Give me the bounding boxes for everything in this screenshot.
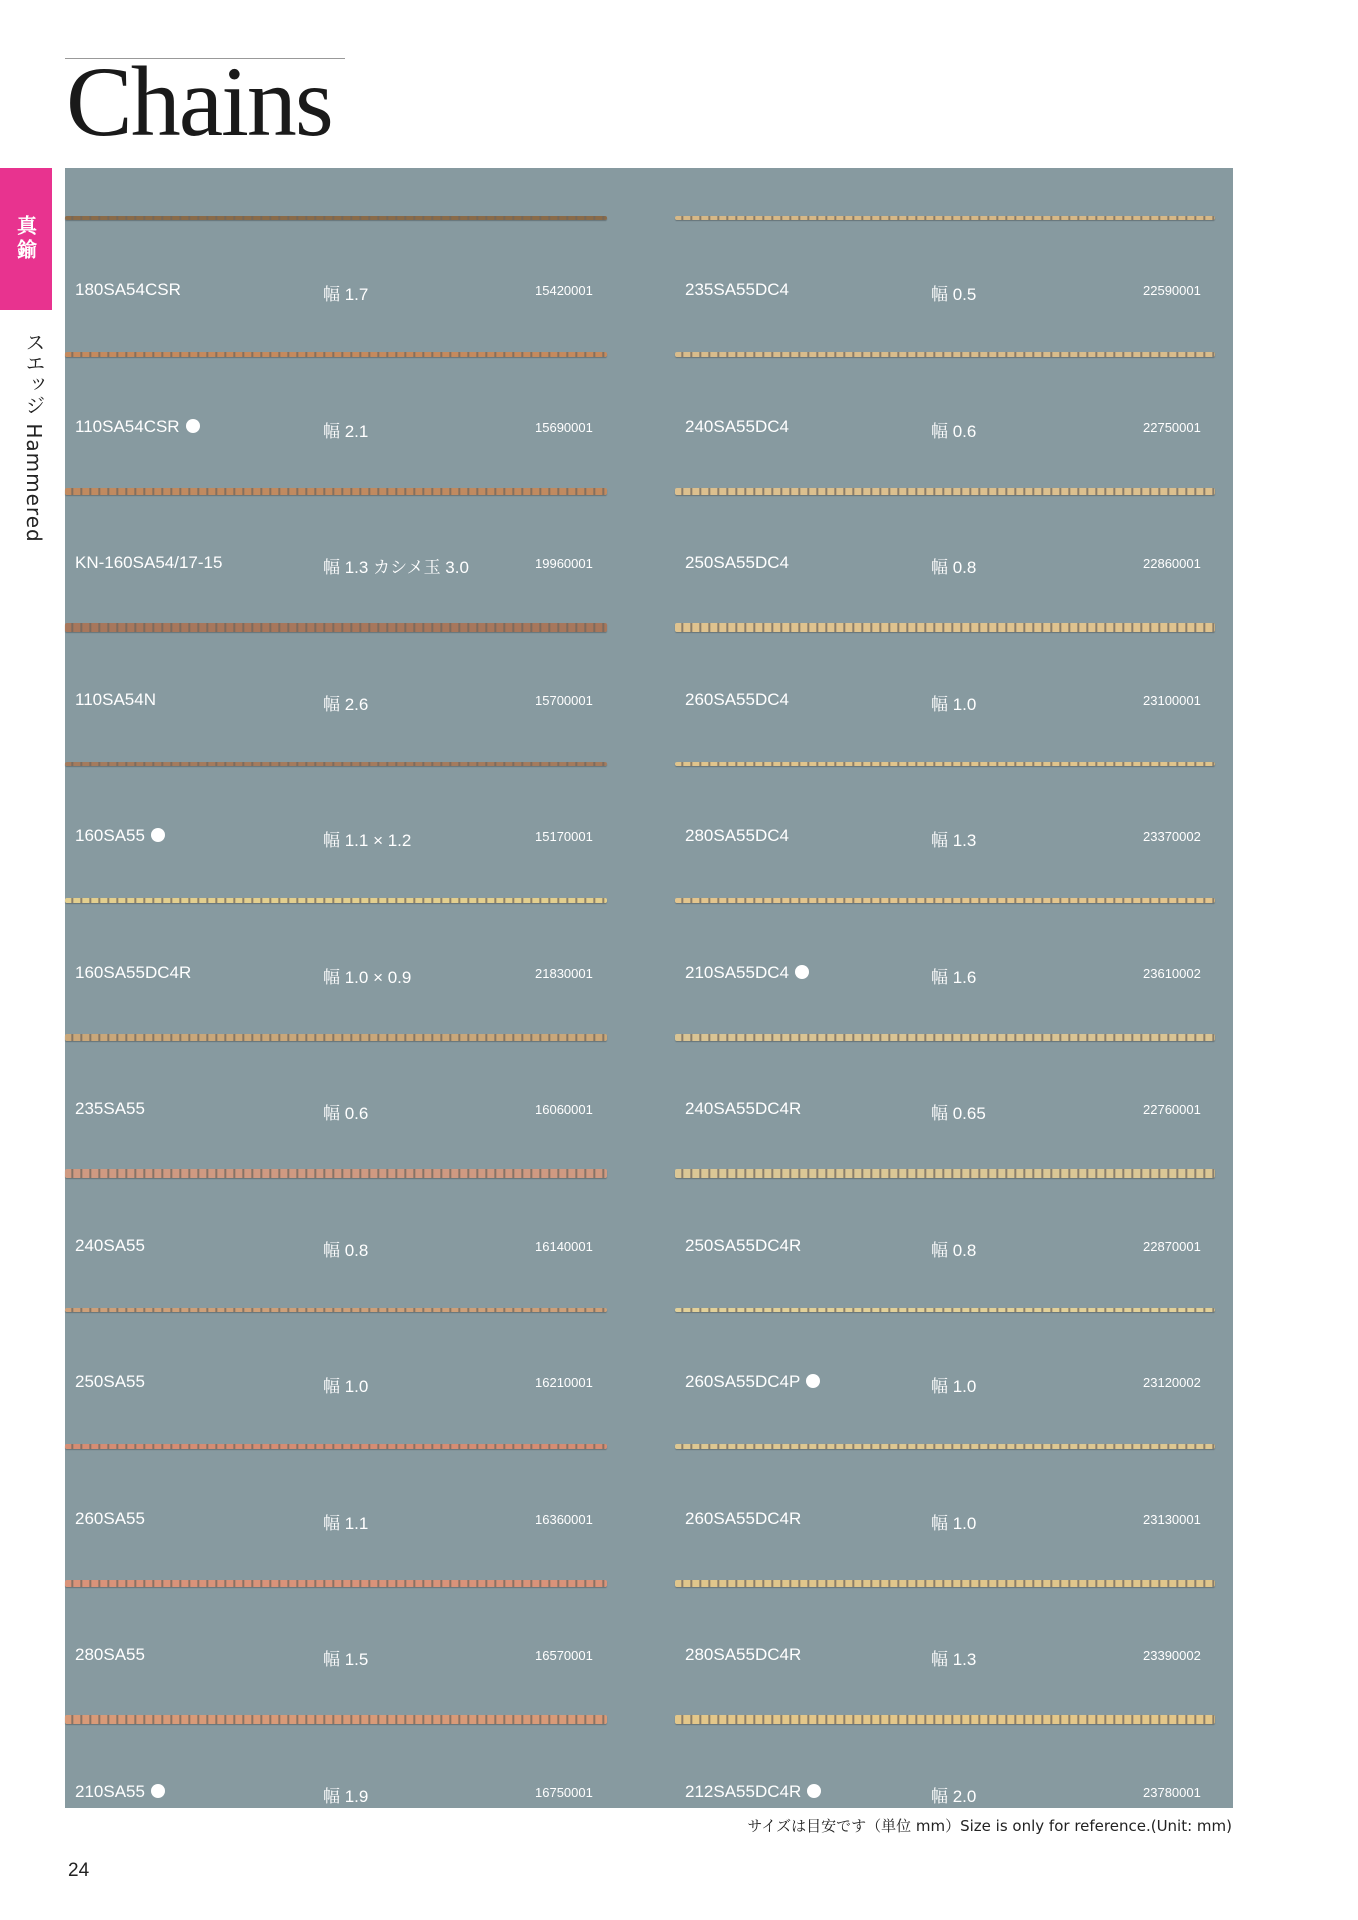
- chain-image: [65, 1715, 607, 1724]
- product-item: [649, 1124, 1233, 1260]
- product-code-text: 280SA55: [75, 1645, 145, 1664]
- side-category-label: スエッジ Hammered: [22, 332, 46, 543]
- chain-image: [675, 1444, 1215, 1450]
- product-width: 幅 2.0: [931, 1786, 977, 1806]
- product-code-text: 260SA55DC4P: [685, 1372, 801, 1391]
- chain-image: [65, 762, 607, 766]
- product-code: [75, 1509, 145, 1529]
- chain-image: [65, 1580, 607, 1587]
- product-width: 幅 1.3: [931, 831, 977, 850]
- product-number: 16060001: [535, 1102, 593, 1117]
- product-width: 幅 2.6: [323, 694, 369, 714]
- product-item: [65, 714, 649, 850]
- product-width: 幅 0.65: [931, 1104, 986, 1123]
- product-code-text: 250SA55DC4R: [685, 1235, 802, 1255]
- product-item: [65, 1397, 649, 1533]
- chain-image: [65, 1444, 607, 1450]
- chain-image: [675, 1034, 1215, 1041]
- product-number: 16750001: [535, 1784, 593, 1800]
- product-code: [75, 963, 191, 983]
- product-item: [649, 1397, 1233, 1533]
- product-width: 幅 1.1: [323, 1513, 369, 1533]
- mark-dot-icon: [807, 1784, 821, 1798]
- product-number: 22860001: [1143, 556, 1201, 571]
- product-code-text: 235SA55DC4: [685, 280, 789, 299]
- chain-image: [675, 762, 1215, 766]
- product-number: 19960001: [535, 556, 593, 571]
- product-item: [65, 851, 649, 987]
- product-item: [649, 1260, 1233, 1396]
- product-number: 16140001: [535, 1238, 593, 1254]
- product-item: [649, 305, 1233, 441]
- chain-image: [65, 898, 607, 904]
- product-code-text: 180SA54CSR: [75, 280, 181, 299]
- product-code-text: 240SA55: [75, 1235, 145, 1255]
- product-code-text: 260SA55: [75, 1508, 145, 1528]
- product-number: 23100001: [1143, 692, 1201, 708]
- mark-dot-icon: [151, 828, 165, 842]
- mark-dot-icon: [186, 419, 200, 433]
- product-number: 15170001: [535, 829, 593, 844]
- product-number: 16210001: [535, 1375, 593, 1390]
- chain-image: [65, 1169, 607, 1178]
- product-code: [75, 1099, 145, 1119]
- product-code-text: 210SA55DC4: [685, 962, 789, 982]
- product-number: 23120002: [1143, 1375, 1201, 1390]
- product-code-text: 250SA55: [75, 1372, 145, 1391]
- product-code: [75, 1236, 145, 1256]
- product-item: [649, 987, 1233, 1123]
- page-title: Chains: [66, 46, 332, 157]
- product-item: [65, 578, 649, 714]
- product-number: 21830001: [535, 965, 593, 981]
- product-code-text: 240SA55DC4: [685, 416, 789, 436]
- product-number: 23130001: [1143, 1511, 1201, 1527]
- product-code-text: 280SA55DC4R: [685, 1645, 802, 1664]
- product-code: [75, 417, 200, 437]
- product-code-text: 260SA55DC4R: [685, 1508, 802, 1528]
- product-item: [649, 851, 1233, 987]
- chain-image: [65, 1034, 607, 1041]
- chain-image: [675, 488, 1215, 495]
- product-item: [65, 987, 649, 1123]
- product-width: 幅 1.0 × 0.9: [323, 967, 412, 987]
- product-code: [685, 1099, 801, 1119]
- chain-image: [675, 898, 1215, 904]
- product-width: 幅 1.7: [323, 285, 369, 304]
- product-width: 幅 0.6: [323, 1104, 369, 1123]
- product-code: [685, 690, 789, 710]
- mark-dot-icon: [806, 1374, 820, 1388]
- product-code-text: 240SA55DC4R: [685, 1099, 802, 1118]
- product-number: 22750001: [1143, 419, 1201, 435]
- product-code: [75, 553, 222, 573]
- product-code: [75, 1645, 145, 1665]
- product-code: [75, 690, 156, 710]
- product-width: 幅 1.1 × 1.2: [323, 831, 412, 850]
- product-number: 15690001: [535, 419, 593, 435]
- product-item: [65, 168, 649, 304]
- product-item: [65, 1533, 649, 1669]
- product-number: 15420001: [535, 283, 593, 298]
- product-number: 22590001: [1143, 283, 1201, 298]
- product-code-text: 235SA55: [75, 1099, 145, 1118]
- product-number: 16570001: [535, 1648, 593, 1663]
- product-item: [65, 1124, 649, 1260]
- product-code-text: 250SA55DC4: [685, 553, 789, 572]
- product-width: 幅 1.0: [931, 1513, 977, 1533]
- product-code: [685, 1645, 801, 1665]
- product-code: [75, 280, 181, 300]
- product-panel: [65, 168, 1233, 1808]
- product-code: [685, 963, 809, 983]
- product-code: [685, 1782, 821, 1802]
- chain-image: [675, 1580, 1215, 1587]
- product-code: [75, 826, 165, 846]
- chain-image: [675, 216, 1215, 220]
- product-code: [685, 1509, 801, 1529]
- product-width: 幅 2.1: [323, 421, 369, 441]
- product-width: 幅 0.6: [931, 421, 977, 441]
- page-number: 24: [68, 1860, 90, 1881]
- product-item: [649, 714, 1233, 850]
- right-column: [649, 168, 1233, 1808]
- product-width: 幅 1.0: [931, 694, 977, 714]
- product-code-text: 160SA55DC4R: [75, 962, 192, 982]
- product-width: 幅 0.5: [931, 285, 977, 304]
- product-number: 23370002: [1143, 829, 1201, 844]
- chain-image: [65, 216, 607, 220]
- product-number: 15700001: [535, 692, 593, 708]
- product-width: 幅 1.6: [931, 967, 977, 987]
- product-width: 幅 1.5: [323, 1650, 369, 1669]
- product-width: 幅 1.3 カシメ玉 3.0: [323, 558, 469, 577]
- product-item: [649, 441, 1233, 577]
- size-footnote: サイズは目安です（単位 mm）Size is only for reference.(Unit: mm): [747, 1817, 1232, 1835]
- material-tab: [0, 168, 52, 310]
- product-code-text: 280SA55DC4: [685, 826, 789, 845]
- product-code: [685, 553, 789, 573]
- product-item: [65, 1670, 649, 1806]
- product-code: [685, 1372, 820, 1392]
- product-width: 幅 0.8: [931, 558, 977, 577]
- chain-image: [65, 1308, 607, 1312]
- product-item: [65, 1260, 649, 1396]
- chain-image: [675, 352, 1215, 358]
- product-number: 16360001: [535, 1511, 593, 1527]
- product-width: 幅 1.0: [931, 1377, 977, 1396]
- product-width: 幅 1.9: [323, 1786, 369, 1806]
- material-tab-label: 真鍮: [13, 215, 38, 263]
- product-code-text: 210SA55: [75, 1781, 145, 1801]
- product-code: [75, 1372, 145, 1392]
- product-number: 23610002: [1143, 965, 1201, 981]
- product-code-text: 260SA55DC4: [685, 689, 789, 709]
- product-width: 幅 1.3: [931, 1650, 977, 1669]
- product-code-text: 160SA55: [75, 826, 145, 845]
- product-code: [75, 1782, 165, 1802]
- chain-image: [65, 623, 607, 632]
- product-code: [685, 1236, 801, 1256]
- chain-image: [675, 623, 1215, 632]
- chain-image: [65, 352, 607, 358]
- product-number: 23390002: [1143, 1648, 1201, 1663]
- product-code-text: 110SA54CSR: [75, 416, 180, 436]
- product-width: 幅 1.0: [323, 1377, 369, 1396]
- chain-image: [675, 1715, 1215, 1724]
- product-code: [685, 280, 789, 300]
- chain-image: [675, 1308, 1215, 1312]
- product-item: [65, 305, 649, 441]
- mark-dot-icon: [795, 965, 809, 979]
- product-code: [685, 826, 789, 846]
- product-item: [649, 1670, 1233, 1806]
- left-column: [65, 168, 649, 1808]
- product-number: 22870001: [1143, 1238, 1201, 1254]
- product-item: [65, 441, 649, 577]
- product-code-text: KN-160SA54/17-15: [75, 553, 223, 572]
- chain-image: [65, 488, 607, 495]
- mark-dot-icon: [151, 1784, 165, 1798]
- chain-image: [675, 1169, 1215, 1178]
- product-item: [649, 1533, 1233, 1669]
- product-number: 23780001: [1143, 1784, 1201, 1800]
- product-code: [685, 417, 789, 437]
- product-width: 幅 0.8: [323, 1240, 369, 1260]
- product-code-text: 110SA54N: [75, 689, 156, 709]
- product-width: 幅 0.8: [931, 1240, 977, 1260]
- product-number: 22760001: [1143, 1102, 1201, 1117]
- product-code-text: 212SA55DC4R: [685, 1781, 802, 1801]
- product-item: [649, 168, 1233, 304]
- product-item: [649, 578, 1233, 714]
